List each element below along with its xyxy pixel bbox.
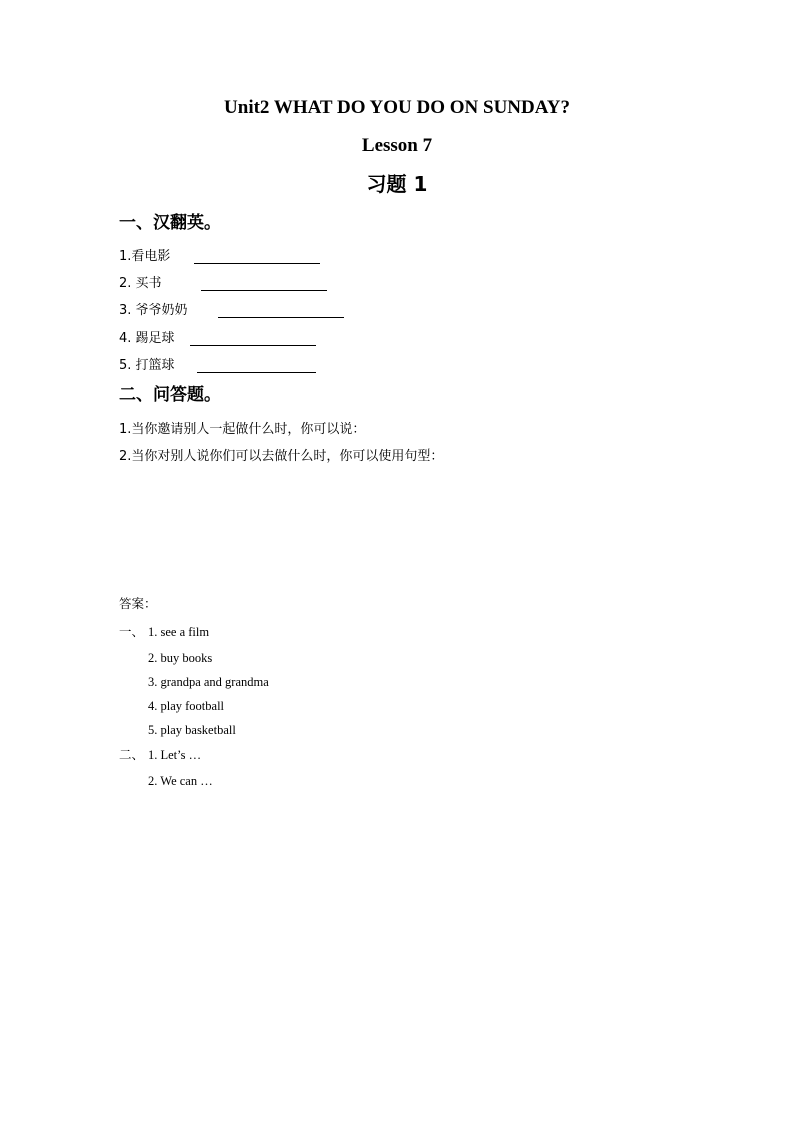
unit-title: Unit2 WHAT DO YOU DO ON SUNDAY?: [224, 97, 570, 118]
answer-2-1: 1. Let’s …: [148, 748, 202, 762]
answer-1-5: 5. play basketball: [148, 723, 236, 737]
s1-item-4: 4. 踢足球: [119, 331, 175, 346]
s2-item-1: 1.当你邀请别人一起做什么时，你可以说：: [119, 422, 366, 437]
answer-1-1: 1. see a film: [148, 625, 210, 639]
s1-answer-blank-4[interactable]: [190, 345, 316, 346]
answer-2-2: 2. We can …: [148, 774, 213, 788]
s1-item-3: 3. 爷爷奶奶: [119, 303, 188, 318]
section2-heading: 二、问答题。: [119, 385, 221, 405]
s1-answer-blank-1[interactable]: [194, 263, 320, 264]
answer-1-4: 4. play football: [148, 699, 225, 713]
s1-answer-blank-3[interactable]: [218, 317, 344, 318]
s1-item-2: 2. 买书: [119, 276, 162, 291]
answers-part2-prefix: 二、: [119, 747, 145, 762]
answer-1-3: 3. grandpa and grandma: [148, 675, 269, 689]
s1-answer-blank-2[interactable]: [201, 290, 327, 291]
section1-heading: 一、汉翻英。: [119, 213, 221, 233]
answer-1-2: 2. buy books: [148, 651, 213, 665]
answers-label: 答案：: [119, 596, 157, 611]
exercise-title: 习题 1: [366, 172, 428, 196]
s1-answer-blank-5[interactable]: [197, 372, 316, 373]
s1-item-1: 1.看电影: [119, 249, 171, 264]
s2-item-2: 2.当你对别人说你们可以去做什么时，你可以使用句型：: [119, 449, 444, 464]
s1-item-5: 5. 打篮球: [119, 358, 175, 373]
lesson-title: Lesson 7: [361, 135, 433, 156]
answers-part1-prefix: 一、: [119, 624, 145, 639]
